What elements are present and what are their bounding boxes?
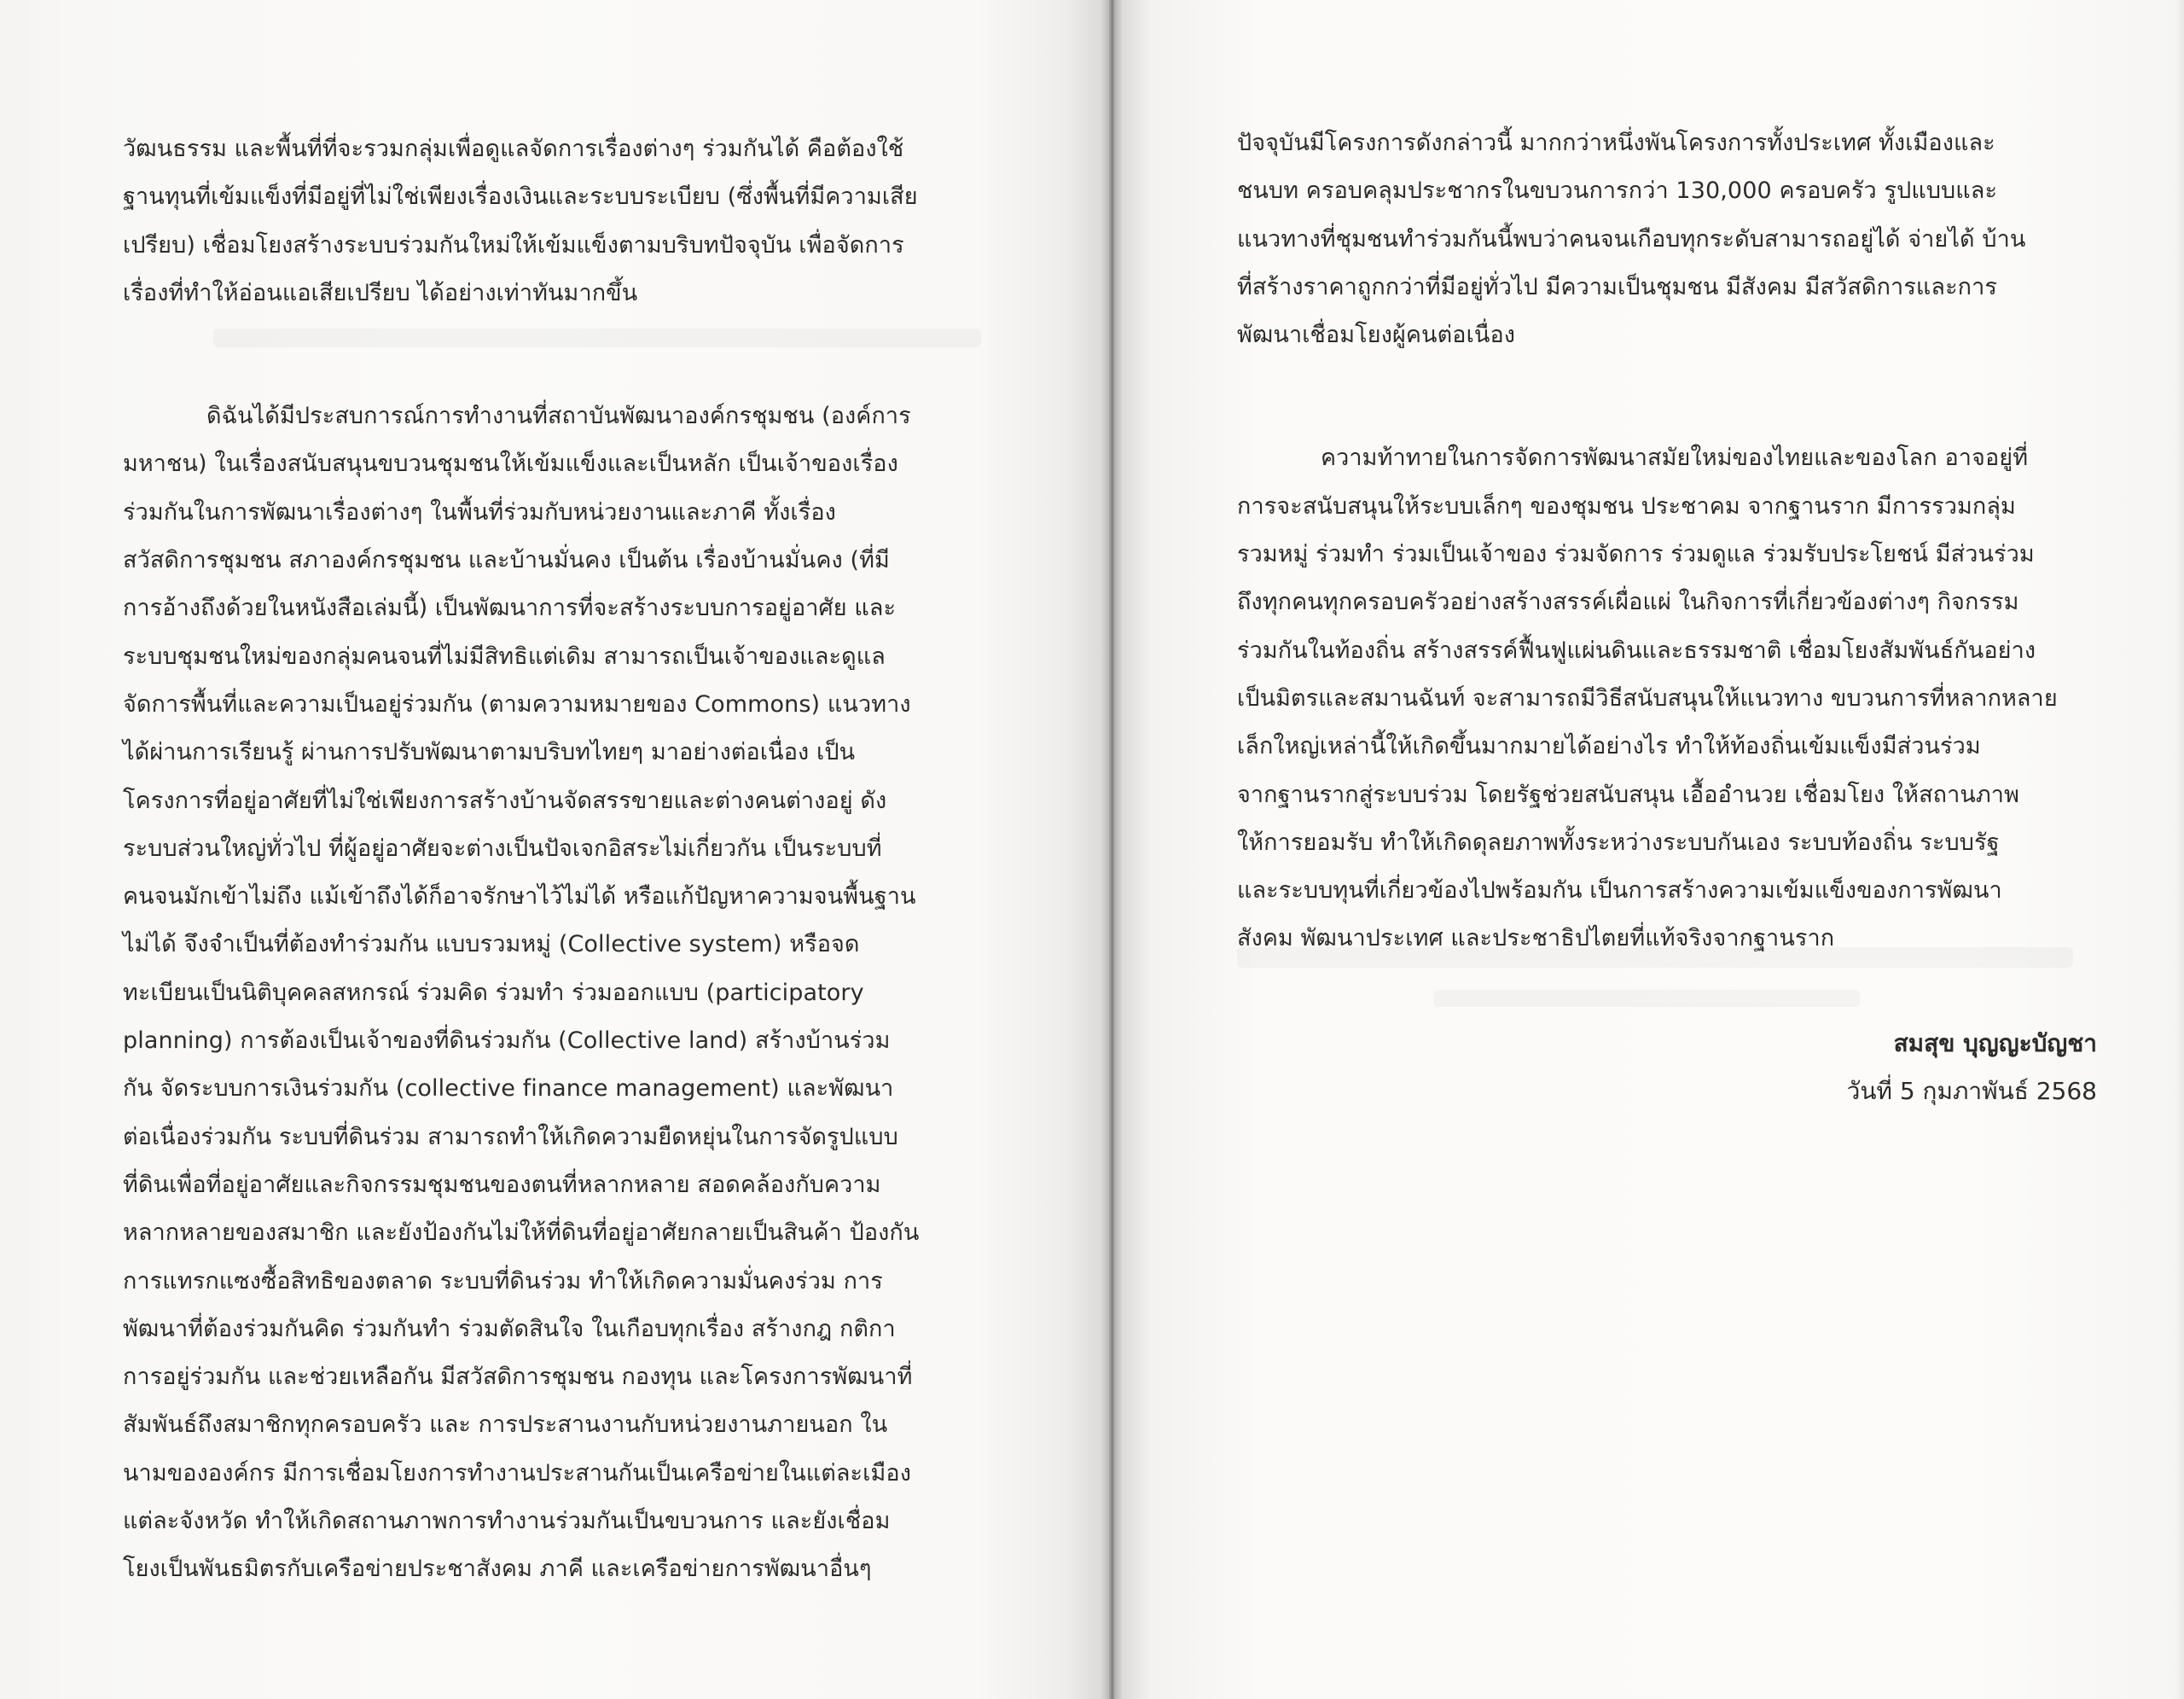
text-line: ไม่ได้ จึงจำเป็นที่ต้องทำร่วมกัน แบบรวมหมู่ (Collective system) หรือจด [123, 931, 860, 958]
text-line: ถึงทุกคนทุกครอบครัวอย่างสร้างสรรค์เผื่อแผ่ ในกิจการที่เกี่ยวข้องต่างๆ กิจกรรม [1237, 589, 2019, 616]
text-line: planning) การต้องเป็นเจ้าของที่ดินร่วมกัน (Collective land) สร้างบ้านร่วม [123, 1027, 891, 1055]
text-line: มหาชน) ในเรื่องสนับสนุนขบวนชุมชนให้เข้มแข็งและเป็นหลัก เป็นเจ้าของเรื่อง [123, 451, 898, 478]
paragraph-gap [123, 317, 973, 393]
text-line: ระบบส่วนใหญ่ทั่วไป ที่ผู้อยู่อาศัยจะต่างเป็นปัจเจกอิสระไม่เกี่ยวกัน เป็นระบบที่ [123, 835, 882, 862]
page-edge [2175, 0, 2184, 1699]
text-line: การแทรกแซงซื้อสิทธิของตลาด ระบบที่ดินร่วม ทำให้เกิดความมั่นคงร่วม การ [123, 1267, 883, 1295]
book-gutter [1101, 0, 1123, 1699]
text-line: เล็กใหญ่เหล่านี้ให้เกิดขึ้นมากมายได้อย่างไร ทำให้ท้องถิ่นเข้มแข็งมีส่วนร่วม [1237, 733, 1981, 760]
text-line: สัมพันธ์ถึงสมาชิกทุกครอบครัว และ การประสานงานกับหน่วยงานภายนอก ใน [123, 1411, 888, 1439]
right-page-text [1237, 119, 2090, 963]
paragraph-1 [123, 125, 973, 317]
text-line: ร่วมกันในการพัฒนาเรื่องต่างๆ ในพื้นที่ร่วมกับหน่วยงานและภาคี ทั้งเรื่อง [123, 498, 836, 526]
text-line: รวมหมู่ ร่วมทำ ร่วมเป็นเจ้าของ ร่วมจัดการ ร่วมดูแล ร่วมรับประโยชน์ มีส่วนร่วม [1237, 541, 2035, 568]
signature-block [1847, 1020, 2097, 1115]
text-line: ฐานทุนที่เข้มแข็งที่มีอยู่ที่ไม่ใช่เพียงเรื่องเงินและระบบระเบียบ (ซึ่งพื้นที่มีความเสีย [123, 183, 918, 211]
text-line: ที่สร้างราคาถูกกว่าที่มีอยู่ทั่วไป มีความเป็นชุมชน มีสังคม มีสวัสดิการและการ [1237, 273, 1997, 300]
text-line: กัน จัดระบบการเงินร่วมกัน (collective finance management) และพัฒนา [123, 1075, 894, 1103]
text-line: โยงเป็นพันธมิตรกับเครือข่ายประชาสังคม ภาคี และเครือข่ายการพัฒนาอื่นๆ [123, 1556, 872, 1583]
paragraph-gap [1237, 359, 2090, 434]
text-line: โครงการที่อยู่อาศัยที่ไม่ใช่เพียงการสร้างบ้านจัดสรรขายและต่างคนต่างอยู่ ดัง [123, 787, 887, 814]
text-line: แต่ละจังหวัด ทำให้เกิดสถานภาพการทำงานร่วมกันเป็นขบวนการ และยังเชื่อม [123, 1508, 891, 1535]
show-through-smudge [1433, 990, 1860, 1007]
text-line: พัฒนาที่ต้องร่วมกันคิด ร่วมกันทำ ร่วมตัดสินใจ ในเกือบทุกเรื่อง สร้างกฎ กติกา [123, 1315, 896, 1342]
paragraph-2 [123, 393, 973, 1593]
text-line: แนวทางที่ชุมชนทำร่วมกันนี้พบว่าคนจนเกือบทุกระดับสามารถอยู่ได้ จ่ายได้ บ้าน [1237, 225, 2026, 253]
text-line: ที่ดินเพื่อที่อยู่อาศัยและกิจกรรมชุมชนของตนที่หลากหลาย สอดคล้องกับความ [123, 1171, 881, 1198]
text-line: ทะเบียนเป็นนิติบุคคลสหกรณ์ ร่วมคิด ร่วมทำ ร่วมออกแบบ (participatory [123, 979, 864, 1006]
text-line: พัฒนาเชื่อมโยงผู้คนต่อเนื่อง [1237, 322, 1516, 349]
text-line: สวัสดิการชุมชน สภาองค์กรชุมชน และบ้านมั่นคง เป็นต้น เรื่องบ้านมั่นคง (ที่มี [123, 547, 890, 574]
text-line: และระบบทุนที่เกี่ยวข้องไปพร้อมกัน เป็นการสร้างความเข้มแข็งของการพัฒนา [1237, 877, 2002, 905]
text-line: ได้ผ่านการเรียนรู้ ผ่านการปรับพัฒนาตามบริบทไทยๆ มาอย่างต่อเนื่อง เป็น [123, 739, 856, 766]
text-line: หลากหลายของสมาชิก และยังป้องกันไม่ให้ที่ดินที่อยู่อาศัยกลายเป็นสินค้า ป้องกัน [123, 1219, 920, 1247]
text-line: ชนบท ครอบคลุมประชากรในขบวนการกว่า 130,000 ครอบครัว รูปแบบและ [1237, 177, 1998, 205]
text-line: คนจนมักเข้าไม่ถึง แม้เข้าถึงได้ก็อาจรักษาไว้ไม่ได้ หรือแก้ปัญหาความจนพื้นฐาน [123, 883, 916, 911]
text-line: วัฒนธรรม และพื้นที่ที่จะรวมกลุ่มเพื่อดูแลจัดการเรื่องต่างๆ ร่วมกันได้ คือต้องใช้ [123, 136, 904, 162]
text-line: การอ้างถึงด้วยในหนังสือเล่มนี้) เป็นพัฒนาการที่จะสร้างระบบการอยู่อาศัย และ [123, 595, 897, 622]
text-line: เปรียบ) เชื่อมโยงสร้างระบบร่วมกันใหม่ให้เข้มแข็งตามบริบทปัจจุบัน เพื่อจัดการ [123, 231, 904, 259]
text-line: ปัจจุบันมีโครงการดังกล่าวนี้ มากกว่าหนึ่งพันโครงการทั้งประเทศ ทั้งเมืองและ [1237, 130, 1995, 156]
text-line: นามขององค์กร มีการเชื่อมโยงการทำงานประสานกันเป็นเครือข่ายในแต่ละเมือง [123, 1459, 911, 1487]
text-line: ระบบชุมชนใหม่ของกลุ่มคนจนที่ไม่มีสิทธิแต่เดิม สามารถเป็นเจ้าของและดูแล [123, 643, 886, 670]
text-line: จากฐานรากสู่ระบบร่วม โดยรัฐช่วยสนับสนุน เอื้ออำนวย เชื่อมโยง ให้สถานภาพ [1237, 781, 2019, 808]
paragraph-2 [1237, 434, 2090, 963]
paragraph-1 [1237, 119, 2090, 359]
text-line: ให้การยอมรับ ทำให้เกิดดุลยภาพทั้งระหว่างระบบกันเอง ระบบท้องถิ่น ระบบรัฐ [1237, 829, 2000, 856]
left-page-text [123, 125, 973, 1594]
text-line: ต่อเนื่องร่วมกัน ระบบที่ดินร่วม สามารถทำให้เกิดความยืดหยุ่นในการจัดรูปแบบ [123, 1123, 898, 1150]
author-name: สมสุข บุญญะบัญชา [1893, 1029, 2097, 1057]
text-line: ร่วมกันในท้องถิ่น สร้างสรรค์ฟื้นฟูแผ่นดินและธรรมชาติ เชื่อมโยงสัมพันธ์กันอย่าง [1237, 637, 2036, 664]
text-line: การอยู่ร่วมกัน และช่วยเหลือกัน มีสวัสดิการชุมชน กองทุน และโครงการพัฒนาที่ [123, 1364, 913, 1391]
signature-date: วันที่ 5 กุมภาพันธ์ 2568 [1846, 1077, 2097, 1105]
text-line: ดิฉันได้มีประสบการณ์การทำงานที่สถาบันพัฒนาองค์กรชุมชน (องค์การ [206, 403, 911, 430]
text-line: ความท้าทายในการจัดการพัฒนาสมัยใหม่ของไทยและของโลก อาจอยู่ที่ [1321, 445, 2029, 472]
text-line: เป็นมิตรและสมานฉันท์ จะสามารถมีวิธีสนับสนุนให้แนวทาง ขบวนการที่หลากหลาย [1237, 684, 2058, 712]
text-line: จัดการพื้นที่และความเป็นอยู่ร่วมกัน (ตามความหมายของ Commons) แนวทาง [123, 690, 911, 718]
text-line: สังคม พัฒนาประเทศ และประชาธิปไตยที่แท้จริงจากฐานราก [1237, 925, 1835, 952]
text-line: เรื่องที่ทำให้อ่อนแอเสียเปรียบ ได้อย่างเท่าทันมากขึ้น [123, 279, 638, 306]
text-line: การจะสนับสนุนให้ระบบเล็กๆ ของชุมชน ประชาคม จากฐานราก มีการรวมกลุ่ม [1237, 492, 2016, 520]
